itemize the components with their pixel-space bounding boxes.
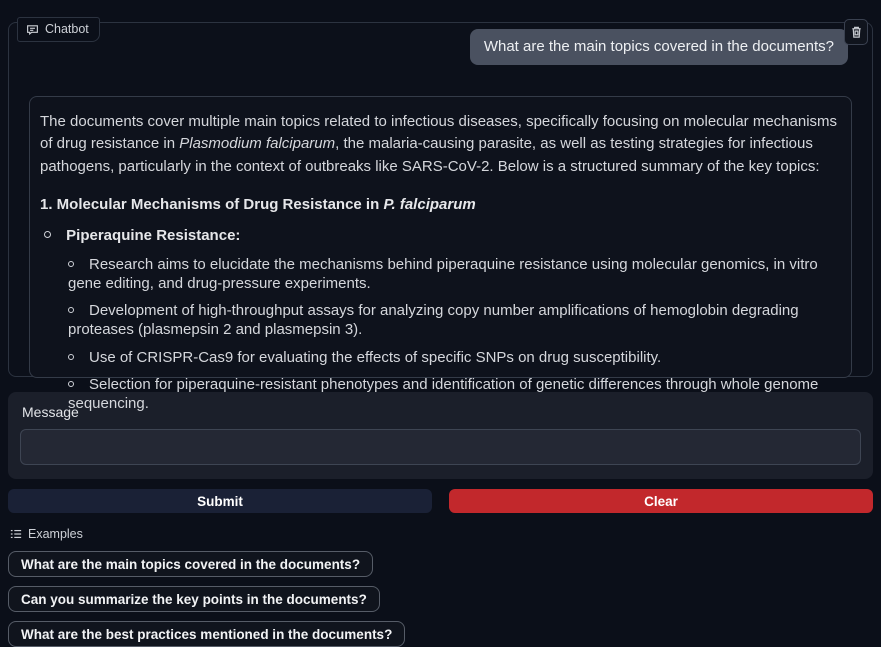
submit-button[interactable]: Submit [8,489,432,513]
bot-bullet [44,226,841,413]
bot-sub-bullet: Development of high-throughput assays for analyzing copy number amplifications of hemoglobin degrading proteases (plasmepsin 2 and plasmepsin 3). [68,301,841,339]
bot-paragraph-italic: Plasmodium falciparum [179,135,336,153]
clear-chat-button[interactable] [844,19,868,45]
list-icon [10,528,22,540]
bot-paragraph-text: , the malaria-causing parasite, as well as testing strategies for infectious pathogens, particularly in the context of outbreaks like SARS-CoV-2. Below is a structured summary of the key topics: [40,135,820,176]
example-button-2[interactable]: Can you summarize the key points in the documents? [8,586,380,612]
bot-sub-bullet: Selection for piperaquine-resistant phenotypes and identification of genetic differences through whole genome sequencing. [68,375,841,413]
bot-sub-bullet: Use of CRISPR-Cas9 for evaluating the effects of specific SNPs on drug susceptibility. [68,348,841,367]
chatbot-label-text: Chatbot [45,22,89,36]
message-label: Message [22,404,79,420]
bot-bullet-list [40,226,841,413]
bot-sub-bullet-list [44,255,841,413]
bot-sub-bullet: Research aims to elucidate the mechanisms behind piperaquine resistance using molecular genomics, in vitro gene editing, and drug-pressure experiments. [68,255,841,293]
user-message-row [9,23,872,65]
bot-paragraph [40,111,841,179]
examples-list [8,551,681,647]
example-button-1[interactable]: What are the main topics covered in the documents? [8,551,373,577]
action-button-row [8,489,873,513]
bot-bullet-title: Piperaquine Resistance: [66,227,241,245]
example-button-3[interactable]: What are the best practices mentioned in the documents? [8,621,405,647]
bot-section-heading [40,195,841,215]
user-message: What are the main topics covered in the documents? [470,29,848,65]
examples-header [10,527,881,541]
bot-message[interactable] [29,96,852,413]
bot-heading-italic: P. falciparum [383,195,476,213]
clear-button[interactable]: Clear [449,489,873,513]
chatbot-label [17,17,100,42]
bot-paragraph-text: The documents cover multiple main topics related to infectious diseases, specifically focusing on molecular mechanisms of drug resistance in [40,112,838,153]
message-input[interactable] [20,429,861,465]
examples-label-text: Examples [28,527,83,541]
trash-icon [850,25,863,39]
speech-bubble-icon [26,23,39,36]
bot-heading-text: 1. Molecular Mechanisms of Drug Resistance in [40,195,384,213]
